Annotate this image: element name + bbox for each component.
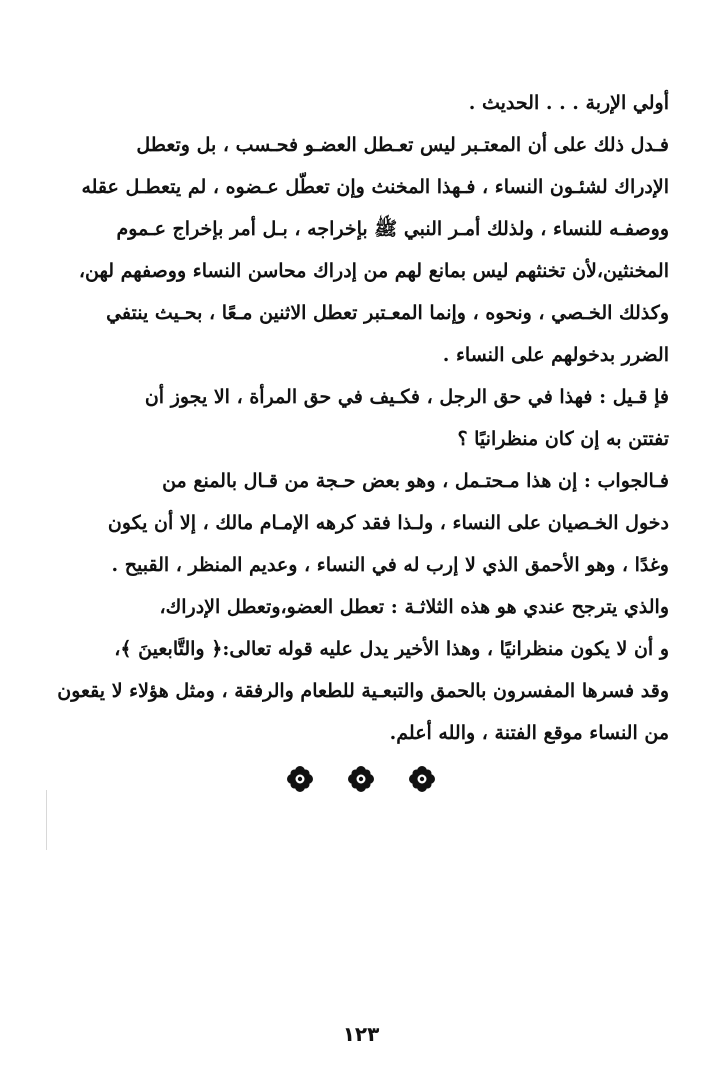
- page-number: ١٢٣: [342, 1022, 380, 1046]
- text-line: وكذلك الخـصي ، ونحوه ، وإنما المعـتبر تعطل الاثنين مـعًا ، بحـيث ينتفي: [106, 302, 669, 324]
- text-line: ووصفـه للنساء ، ولذلك أمـر النبي ﷺ بإخراجه ، بـل أمر بإخراج عـموم: [116, 218, 669, 240]
- text-line: المخنثين،لأن تخنثهم ليس بمانع لهم من إدراك محاسن النساء ووصفهم لهن،: [78, 260, 669, 282]
- text-line: تفتتن به إن كان منظرانيًا ؟: [457, 428, 669, 450]
- text-line: و أن لا يكون منظرانيًا ، وهذا الأخير يدل عليه قوله تعالى:﴿ والتَّابعينَ ﴾،: [114, 638, 669, 660]
- text-line: فـالجواب : إن هذا مـحتـمل ، وهو بعض حـجة من قـال بالمنع من: [162, 470, 669, 492]
- text-line: فإ قـيل : فهذا في حق الرجل ، فكـيف في حق المرأة ، الا يجوز أن: [144, 386, 669, 408]
- text-line: والذي يترجح عندي هو هذه الثلاثـة : تعطل العضو،وتعطل الإدراك،: [159, 596, 669, 618]
- text-line: أولي الإربة . . . الحديث .: [468, 92, 669, 114]
- body-text: [52, 82, 669, 754]
- flower-ornament-icon: [408, 765, 436, 793]
- flower-ornament-icon: [347, 765, 375, 793]
- scan-edge-mark: [46, 790, 47, 850]
- flower-ornament-icon: [286, 765, 314, 793]
- text-line: الضرر بدخولهم على النساء .: [442, 344, 669, 366]
- section-divider-ornaments: [0, 765, 722, 793]
- text-line: وقد فسرها المفسرون بالحمق والتبعـية للطعام والرفقة ، ومثل هؤلاء لا يقعون: [57, 680, 669, 702]
- text-line: وغدًا ، وهو الأحمق الذي لا إرب له في النساء ، وعديم المنظر ، القبيح .: [111, 554, 669, 576]
- text-line: دخول الخـصيان على النساء ، ولـذا فقد كرهه الإمـام مالك ، إلا أن يكون: [107, 512, 669, 534]
- text-line: فـدل ذلك على أن المعتـبر ليس تعـطل العضـو فحـسب ، بل وتعطل: [136, 134, 669, 156]
- text-line: الإدراك لشئـون النساء ، فـهذا المخنث وإن تعطّل عـضوه ، لم يتعطـل عقله: [81, 176, 669, 198]
- text-line: من النساء موقع الفتنة ، والله أعلم.: [389, 722, 669, 744]
